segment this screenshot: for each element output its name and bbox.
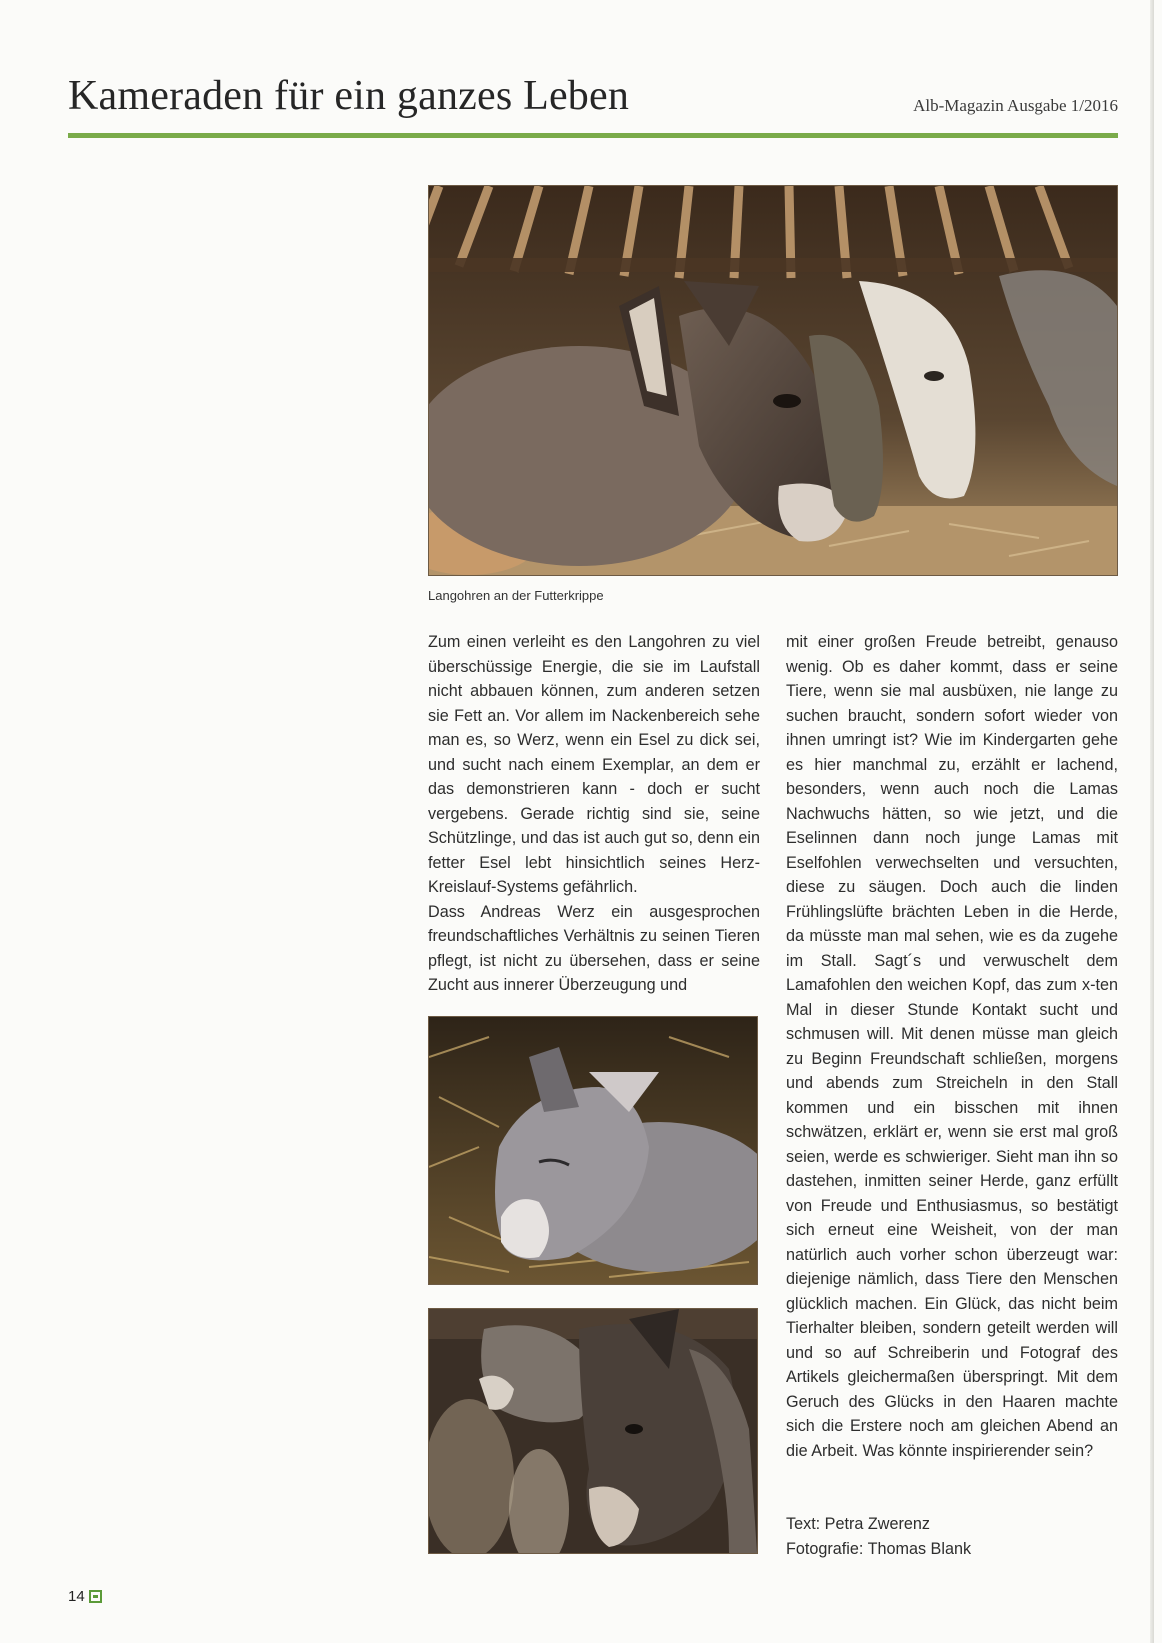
- main-photo-donkeys-feeding: [428, 185, 1118, 576]
- page-edge-shadow: [1150, 0, 1154, 1643]
- folio-square-icon: [89, 1590, 102, 1603]
- page-title: Kameraden für ein ganzes Leben: [68, 73, 630, 119]
- article-paragraph: Dass Andreas Werz ein ausgesprochen freundschaftliches Verhältnis zu seinen Tieren pflegt, ist nicht zu übersehen, dass er seine Zucht aus innerer Überzeugung und: [428, 902, 760, 994]
- title-rule: [68, 133, 1118, 138]
- credit-text-author: Text: Petra Zwerenz: [786, 1515, 930, 1533]
- article-paragraph: mit einer großen Freude betreibt, genauso wenig. Ob es daher kommt, dass er seine Tiere, wenn sie mal ausbüxen, nie lange zu suchen braucht, sondern sofort wieder von ihnen umringt ist? Wie im Kindergarten gehe es hier manchmal zu, erzählt er lachend, besonders, wenn auch noch die Lamas Nachwuchs hätten, so wie jetzt, und die Eselinnen dann noch junge Lamas mit Eselfohlen verwechselten und versuchten, diese zu säugen. Doch auch die linden Frühlingslüfte brächten Leben in die Herde, da müsste man mal sehen, wie es da zugehe im Stall. Sagt´s und verwuschelt dem Lamafohlen den weichen Kopf, das zum x-ten Mal in dieser Stunde Kontakt sucht und schmusen will. Mit denen müsse man gleich zu Beginn Freundschaft schließen, morgens und abends zum Streicheln in den Stall kommen und ein bisschen mit ihnen schwätzen, erklärt er, wenn sie erst mal groß seien, werde es schwieriger. Sieht man ihn so dastehen, inmitten seiner Herde, ganz erfüllt von Freude und Enthusiasmus, so bestätigt sich erneut eine Weisheit, von der man natürlich auch vorher schon überzeugt war: diejenige nämlich, dass Tiere den Menschen glücklich machen. Ein Glück, das nicht beim Tierhalter bleiben, sondern geteilt werden will und so auf Schreiberin und Fotograf des Artikels gleichermaßen überspringt. Mit dem Geruch des Glücks in den Haaren machte sich die Erstere noch am gleichen Abend an die Arbeit. Was könnte inspirierender sein?: [786, 633, 1118, 1460]
- article-credits: [786, 1512, 971, 1561]
- page-folio: [68, 1588, 102, 1605]
- article-paragraph: Zum einen verleiht es den Langohren zu viel überschüssige Energie, die sie im Laufstall nicht abbauen können, zum anderen setzen sie Fett an. Vor allem im Nackenbereich sehe man es, so Werz, wenn ein Esel zu dick sei, und sucht nach einem Exemplar, an dem er das demonstrieren kann - doch er sucht vergebens. Gerade richtig sind sie, seine Schützlinge, und das ist auch gut so, denn ein fetter Esel lebt hinsichtlich seines Herz-Kreislauf-Systems gefährlich.: [428, 633, 760, 896]
- credit-photographer: Fotografie: Thomas Blank: [786, 1539, 972, 1558]
- photo-sleeping-foal: [428, 1016, 758, 1285]
- photo-donkeys-stall: [428, 1308, 758, 1554]
- main-photo-caption: Langohren an der Futterkrippe: [428, 588, 604, 603]
- article-column-right: [786, 630, 1118, 1463]
- issue-label: Alb-Magazin Ausgabe 1/2016: [913, 96, 1118, 115]
- page-number: 14: [68, 1588, 85, 1605]
- article-column-left: [428, 630, 760, 998]
